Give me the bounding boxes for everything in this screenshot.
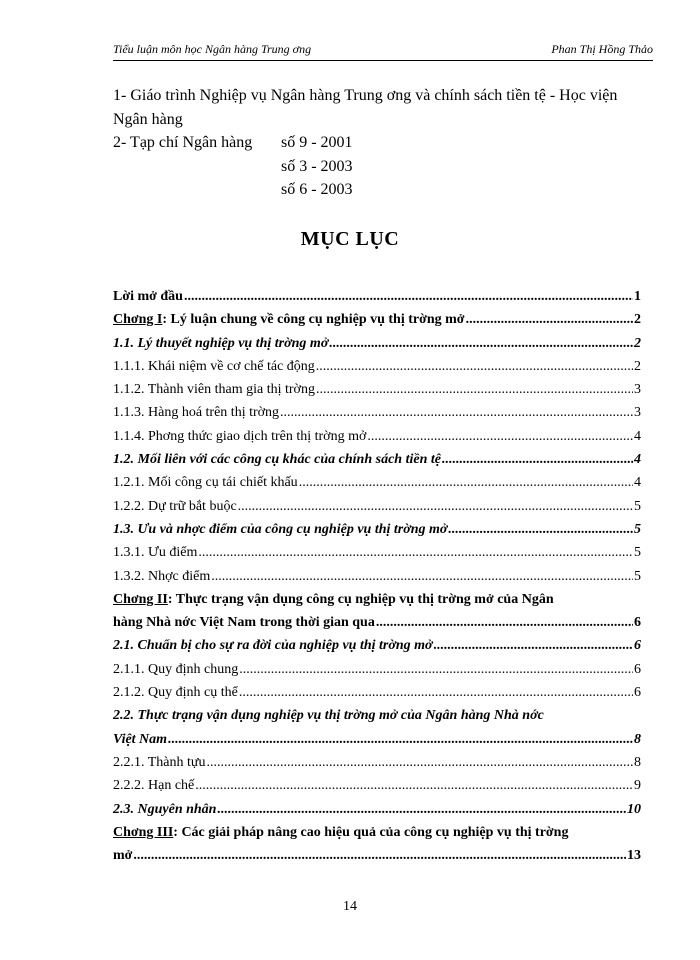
toc-item-1-2-1[interactable] bbox=[113, 471, 641, 494]
table-of-contents bbox=[113, 285, 641, 867]
toc-item-page: 6 bbox=[634, 661, 641, 677]
toc-item-text: hàng Nhà nớc Việt Nam trong thời gian qua bbox=[113, 615, 375, 631]
toc-chapter-label: Chơng III bbox=[113, 824, 174, 840]
toc-leader bbox=[434, 634, 633, 657]
toc-item-page: 4 bbox=[634, 475, 641, 491]
toc-item-1-1-2[interactable] bbox=[113, 378, 641, 401]
toc-item-page: 5 bbox=[634, 568, 641, 584]
toc-item-page: 6 bbox=[634, 685, 641, 701]
toc-leader bbox=[195, 774, 633, 797]
toc-item-text: 1.1. Lý thuyết nghiệp vụ thị trờng mở bbox=[113, 335, 329, 351]
toc-leader bbox=[329, 332, 633, 355]
toc-item-text: : Các giải pháp nâng cao hiệu quả của công cụ nghiệp vụ thị trờng bbox=[173, 824, 569, 840]
toc-item-1-3-1[interactable] bbox=[113, 541, 641, 564]
toc-leader bbox=[133, 844, 626, 867]
toc-item-chapter-2-cont[interactable] bbox=[113, 611, 641, 634]
toc-chapter-label: Chơng I bbox=[113, 312, 163, 328]
toc-item-text: 1.3. Ưu và nhợc điểm của công cụ nghiệp vụ thị trờng mở bbox=[113, 521, 448, 537]
toc-item-text: : Thực trạng vận dụng công cụ nghiệp vụ thị trờng mở của Ngân bbox=[167, 591, 554, 607]
toc-leader bbox=[367, 425, 633, 448]
toc-item-page: 6 bbox=[634, 638, 641, 654]
toc-item-text: 1.2. Mối liên với các công cụ khác của chính sách tiền tệ bbox=[113, 452, 441, 468]
toc-item-text: 1.3.2. Nhợc điểm bbox=[113, 568, 211, 584]
toc-item-1-2-2[interactable] bbox=[113, 495, 641, 518]
toc-leader bbox=[217, 798, 626, 821]
toc-item-text: 1.1.4. Phơng thức giao dịch trên thị trờng mở bbox=[113, 428, 367, 444]
toc-item-2-2-2[interactable] bbox=[113, 774, 641, 797]
toc-item-text: 1.3.1. Ưu điểm bbox=[113, 545, 198, 561]
toc-leader bbox=[239, 658, 633, 681]
reference-2-label: 2- Tạp chí Ngân hàng bbox=[113, 134, 253, 151]
page-header bbox=[113, 40, 653, 60]
toc-item-1-1-3[interactable] bbox=[113, 401, 641, 424]
toc-item-text: Việt Nam bbox=[113, 731, 168, 747]
reference-2-issue-1: số 9 - 2001 bbox=[281, 134, 353, 151]
toc-item-2-1-1[interactable] bbox=[113, 658, 641, 681]
toc-item-section-1-3[interactable] bbox=[113, 518, 641, 541]
page-number: 14 bbox=[343, 899, 357, 914]
toc-item-chapter-3[interactable] bbox=[113, 821, 641, 844]
toc-item-text: 1.2.1. Mối công cụ tái chiết khấu bbox=[113, 475, 298, 491]
toc-leader bbox=[184, 285, 633, 308]
toc-item-text: 2.1.2. Quy định cụ thể bbox=[113, 685, 238, 701]
toc-item-chapter-2[interactable] bbox=[113, 588, 641, 611]
toc-item-text: Lời mở đầu bbox=[113, 289, 183, 304]
toc-item-text: 2.1.1. Quy định chung bbox=[113, 661, 239, 677]
toc-leader bbox=[316, 355, 633, 378]
toc-item-page: 1 bbox=[634, 289, 641, 304]
header-course-title: Tiểu luận môn học Ngân hàng Trung ơng bbox=[113, 42, 312, 56]
toc-leader bbox=[239, 681, 633, 704]
toc-leader bbox=[299, 471, 633, 494]
reference-1-line-2: Ngân hàng bbox=[113, 110, 183, 128]
toc-item-page: 5 bbox=[634, 521, 641, 537]
toc-leader bbox=[316, 378, 633, 401]
toc-item-page: 6 bbox=[634, 615, 641, 631]
toc-item-section-2-2-cont[interactable] bbox=[113, 728, 641, 751]
toc-item-page: 4 bbox=[634, 428, 641, 444]
toc-item-1-1-4[interactable] bbox=[113, 425, 641, 448]
toc-leader bbox=[376, 611, 633, 634]
toc-leader bbox=[280, 401, 633, 424]
toc-leader bbox=[198, 541, 633, 564]
toc-item-page: 4 bbox=[634, 452, 641, 468]
toc-leader bbox=[207, 751, 634, 774]
toc-item-section-1-2[interactable] bbox=[113, 448, 641, 471]
toc-item-intro[interactable] bbox=[113, 285, 641, 308]
toc-item-page: 3 bbox=[634, 405, 641, 421]
toc-item-page: 2 bbox=[634, 358, 641, 374]
toc-item-text: 2.1. Chuẩn bị cho sự ra đời của nghiệp vụ thị trờng mở bbox=[113, 638, 433, 654]
reference-2-row-3 bbox=[113, 178, 653, 202]
toc-item-page: 8 bbox=[634, 754, 641, 770]
toc-item-page: 5 bbox=[634, 545, 641, 561]
header-author: Phan Thị Hồng Thảo bbox=[551, 42, 653, 56]
reference-2-issue-2: số 3 - 2003 bbox=[281, 157, 353, 175]
toc-item-text: 1.1.2. Thành viên tham gia thị trờng bbox=[113, 382, 315, 398]
reference-2-issue-3: số 6 - 2003 bbox=[281, 181, 353, 198]
toc-item-text: 2.2.1. Thành tựu bbox=[113, 754, 206, 770]
toc-item-page: 3 bbox=[634, 382, 641, 398]
toc-item-page: 2 bbox=[634, 335, 641, 351]
toc-item-page: 9 bbox=[634, 778, 641, 794]
toc-item-chapter-1[interactable] bbox=[113, 308, 641, 331]
reference-1-line-1: 1- Giáo trình Nghiệp vụ Ngân hàng Trung ơng và chính sách tiền tệ - Học viện bbox=[113, 87, 618, 104]
toc-leader bbox=[442, 448, 633, 471]
header-divider bbox=[113, 60, 653, 61]
toc-leader bbox=[466, 308, 633, 331]
toc-item-page: 5 bbox=[634, 498, 641, 514]
toc-title: MỤC LỤC bbox=[300, 228, 400, 250]
toc-item-page: 13 bbox=[627, 848, 641, 864]
toc-item-1-3-2[interactable] bbox=[113, 565, 641, 588]
toc-item-1-1-1[interactable] bbox=[113, 355, 641, 378]
toc-item-text: 1.2.2. Dự trữ bắt buộc bbox=[113, 498, 237, 514]
reference-2 bbox=[113, 131, 653, 155]
toc-item-text: mở bbox=[113, 848, 133, 864]
toc-item-text: : Lý luận chung về công cụ nghiệp vụ thị trờng mở bbox=[162, 312, 465, 328]
toc-item-section-2-1[interactable] bbox=[113, 634, 641, 657]
toc-item-text: 1.1.3. Hàng hoá trên thị trờng bbox=[113, 405, 280, 421]
toc-item-text: 2.2. Thực trạng vận dụng nghiệp vụ thị trờng mở của Ngân hàng Nhà nớc bbox=[113, 708, 544, 724]
toc-item-section-2-2[interactable] bbox=[113, 704, 641, 727]
toc-item-text: 1.1.1. Khái niệm về cơ chế tác động bbox=[113, 358, 315, 374]
toc-item-page: 8 bbox=[634, 731, 641, 747]
toc-leader bbox=[168, 728, 633, 751]
toc-leader bbox=[211, 565, 633, 588]
toc-item-page: 10 bbox=[627, 801, 641, 817]
toc-leader bbox=[448, 518, 633, 541]
toc-item-2-1-2[interactable] bbox=[113, 681, 641, 704]
toc-item-text: 2.3. Nguyên nhân bbox=[113, 801, 217, 817]
toc-item-page: 2 bbox=[634, 312, 641, 328]
toc-chapter-label: Chơng II bbox=[113, 591, 168, 607]
references bbox=[113, 84, 653, 202]
toc-item-chapter-3-cont[interactable] bbox=[113, 844, 641, 867]
toc-item-text: 2.2.2. Hạn chế bbox=[113, 778, 195, 794]
toc-item-2-2-1[interactable] bbox=[113, 751, 641, 774]
toc-item-section-2-3[interactable] bbox=[113, 798, 641, 821]
toc-leader bbox=[238, 495, 633, 518]
toc-item-section-1-1[interactable] bbox=[113, 332, 641, 355]
reference-2-row-2 bbox=[113, 155, 653, 179]
